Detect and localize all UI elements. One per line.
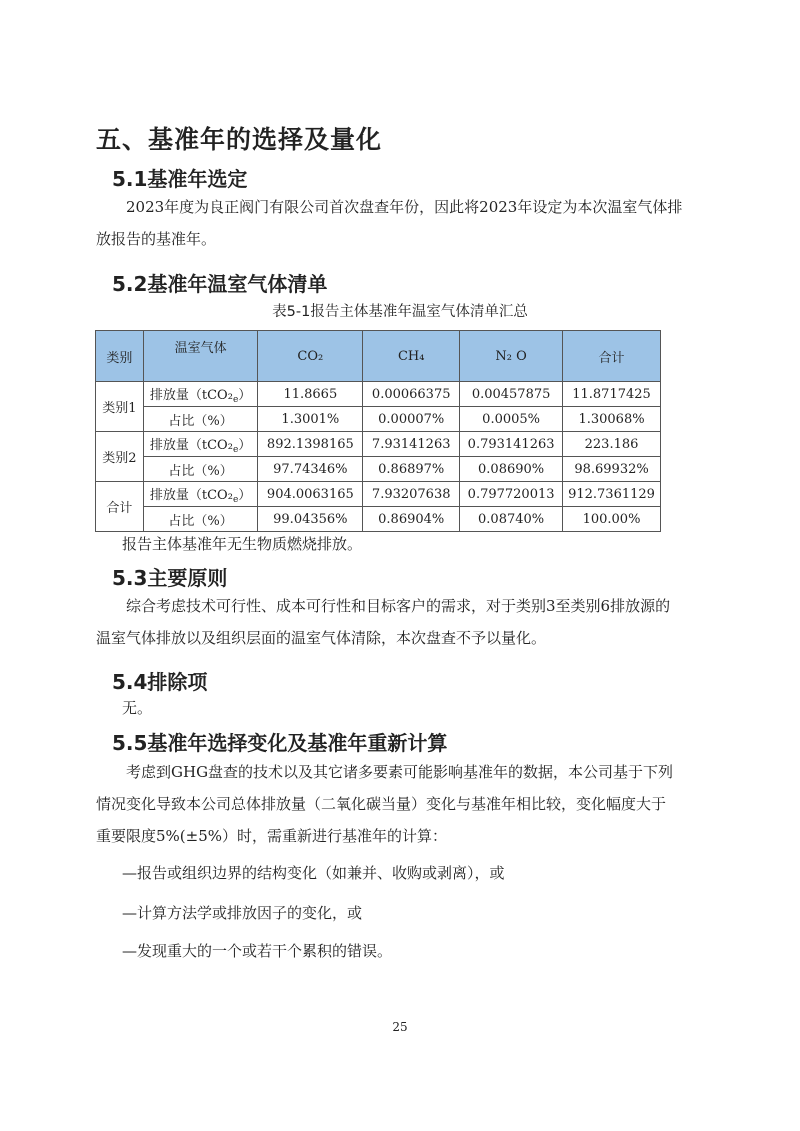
paragraph-5-3-line1: 综合考虑技术可行性、成本可行性和目标客户的需求，对于类别3至类别6排放源的 (126, 597, 671, 615)
subsection-title-5-1: 5.1基准年选定 (112, 167, 248, 191)
paragraph-5-1 (96, 191, 708, 255)
table-cell: 0.86904% (363, 507, 460, 532)
header-n2o: N₂ O (460, 331, 563, 382)
page-number: 25 (392, 1020, 408, 1034)
table-cell: 100.00% (563, 507, 661, 532)
header-gas: 温室气体 (143, 331, 258, 382)
table-cell: 904.0063165 (258, 482, 363, 507)
table-cell: 1.3001% (258, 407, 363, 432)
table-cell: 0.00007% (363, 407, 460, 432)
table-row (96, 407, 661, 432)
header-co2: CO₂ (258, 331, 363, 382)
row-label-share: 占比（%） (143, 457, 258, 482)
paragraph-5-3-line2: 温室气体排放以及组织层面的温室气体清除，本次盘查不予以量化。 (96, 629, 547, 647)
table-cell: 0.00066375 (363, 382, 460, 407)
table-cell: 912.7361129 (563, 482, 661, 507)
group-label: 类别1 (96, 382, 144, 432)
table-row (96, 457, 661, 482)
table-cell: 0.0005% (460, 407, 563, 432)
table-cell: 223.186 (563, 432, 661, 457)
table-cell: 99.04356% (258, 507, 363, 532)
paragraph-5-5-line1: 考虑到GHG盘查的技术以及其它诸多要素可能影响基准年的数据，本公司基于下列 (126, 763, 674, 781)
table-cell: 0.08690% (460, 457, 563, 482)
table-row (96, 382, 661, 407)
row-label-share: 占比（%） (143, 507, 258, 532)
table-note: 报告主体基准年无生物质燃烧排放。 (122, 535, 363, 553)
table-cell: 1.30068% (563, 407, 661, 432)
table-cell: 11.8717425 (563, 382, 661, 407)
row-label-emission: 排放量$(tCO_2_e)$ (143, 382, 258, 407)
group-label: 类别2 (96, 432, 144, 482)
table-cell: 0.797720013 (460, 482, 563, 507)
group-label: 合计 (96, 482, 144, 532)
table-cell: 7.93207638 (363, 482, 460, 507)
paragraph-5-1-line2: 放报告的基准年。 (96, 230, 217, 248)
header-total: 合计 (563, 331, 661, 382)
table-cell: 97.74346% (258, 457, 363, 482)
paragraph-5-4: 无。 (122, 699, 153, 717)
subsection-title-5-4: 5.4排除项 (112, 670, 208, 694)
paragraph-5-5 (96, 756, 708, 852)
paragraph-5-3 (96, 590, 708, 654)
paragraph-5-5-line2: 情况变化导致本公司总体排放量（二氧化碳当量）变化与基准年相比较，变化幅度大于 (96, 795, 667, 813)
header-ch4: CH₄ (363, 331, 460, 382)
table-row (96, 482, 661, 507)
row-label-emission: 排放量$(tCO_2_e)$ (143, 482, 258, 507)
table-cell: 11.8665 (258, 382, 363, 407)
table-cell: 0.08740% (460, 507, 563, 532)
table-cell: 0.86897% (363, 457, 460, 482)
section-heading: 五、基准年的选择及量化 (96, 125, 383, 154)
list-item: —报告或组织边界的结构变化（如兼并、收购或剥离），或 (122, 864, 505, 882)
ghg-inventory-table (95, 330, 661, 532)
subsection-title-5-5: 5.5基准年选择变化及基准年重新计算 (112, 731, 448, 755)
table-cell: 0.793141263 (460, 432, 563, 457)
table-caption: 表5-1报告主体基准年温室气体清单汇总 (272, 304, 528, 320)
table-cell: 892.1398165 (258, 432, 363, 457)
table-cell: 98.69932% (563, 457, 661, 482)
paragraph-5-5-line3: 重要限度5%(±5%）时，需重新进行基准年的计算： (96, 827, 448, 845)
table-cell: 7.93141263 (363, 432, 460, 457)
list-item: —计算方法学或排放因子的变化，或 (122, 904, 363, 922)
table-header-row (96, 331, 661, 382)
paragraph-5-1-line1: 2023年度为良正阀门有限公司首次盘查年份，因此将2023年设定为本次温室气体排 (126, 198, 683, 216)
subsection-title-5-3: 5.3主要原则 (112, 566, 228, 590)
row-label-emission: 排放量$(tCO_2_e)$ (143, 432, 258, 457)
list-item: —发现重大的一个或若干个累积的错误。 (122, 942, 393, 960)
header-category: 类别 (96, 331, 144, 382)
table-cell: 0.00457875 (460, 382, 563, 407)
subsection-title-5-2: 5.2基准年温室气体清单 (112, 272, 328, 296)
row-label-share: 占比（%） (143, 407, 258, 432)
table-row (96, 432, 661, 457)
